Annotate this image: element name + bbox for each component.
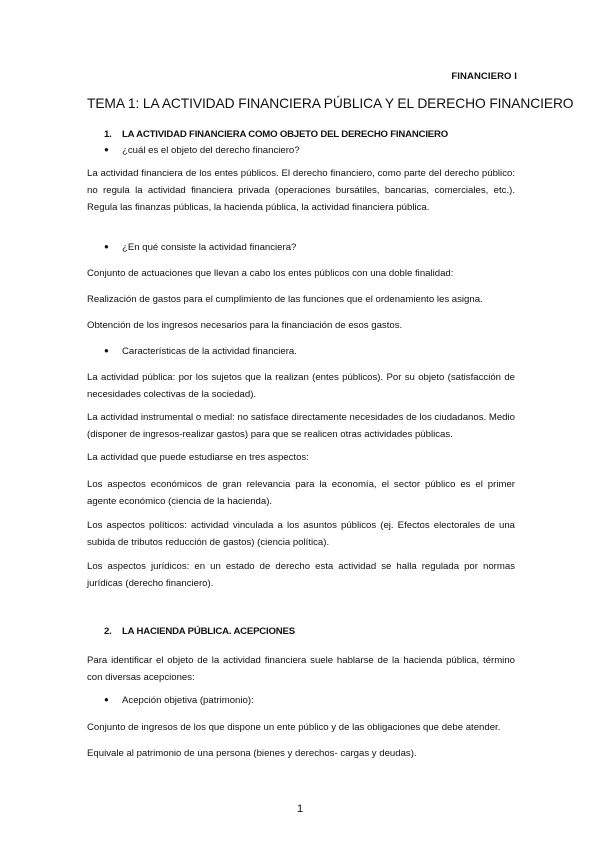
bullet-text: Características de la actividad financiera. xyxy=(122,346,297,357)
paragraph: La actividad pública: por los sujetos que la realizan (entes públicos). Por su objeto (satisfacción de necesidades colectivas de la sociedad). xyxy=(87,372,515,400)
paragraph: Realización de gastos para el cumplimiento de las funciones que el ordenamiento les asigna. xyxy=(87,294,483,305)
bullet-icon: ● xyxy=(104,346,109,355)
page-title: TEMA 1: LA ACTIVIDAD FINANCIERA PÚBLICA Y EL DERECHO FINANCIERO xyxy=(87,96,574,111)
paragraph: La actividad financiera de los entes públicos. El derecho financiero, como parte del derecho público: no regula la actividad financiera privada (operaciones bursátiles, bancarias, comerciales, etc.). Regula las finanzas públicas, la hacienda pública, la actividad financiera pública. xyxy=(87,168,515,213)
paragraph: Obtención de los ingresos necesarios para la financiación de esos gastos. xyxy=(87,320,403,331)
paragraph: Los aspectos jurídicos: en un estado de derecho esta actividad se halla regulada por normas jurídicas (derecho financiero). xyxy=(87,561,515,589)
bullet-item xyxy=(104,695,254,706)
bullet-item xyxy=(104,242,296,253)
paragraph: Conjunto de ingresos de los que dispone un ente público y de las obligaciones que debe atender. xyxy=(87,722,501,733)
paragraph: La actividad instrumental o medial: no satisface directamente necesidades de los ciudadanos. Medio (disponer de ingresos-realizar gastos) para que se realicen otras actividades públicas. xyxy=(87,412,515,440)
bullet-text: ¿cuál es el objeto del derecho financiero? xyxy=(122,145,300,156)
paragraph: Conjunto de actuaciones que llevan a cabo los entes públicos con una doble finalidad: xyxy=(87,268,454,279)
bullet-icon: ● xyxy=(104,695,109,704)
section-1-number: 1. xyxy=(104,129,112,140)
paragraph: Los aspectos políticos: actividad vinculada a los asuntos públicos (ej. Efectos electorales de una subida de tributos reducción de gastos) (ciencia política). xyxy=(87,520,515,548)
page-number: 1 xyxy=(296,803,304,815)
section-2-title: LA HACIENDA PÚBLICA. ACEPCIONES xyxy=(122,626,295,637)
bullet-item xyxy=(104,145,300,156)
course-header: FINANCIERO I xyxy=(451,71,517,82)
section-2-heading xyxy=(104,626,295,637)
paragraph: La actividad que puede estudiarse en tres aspectos: xyxy=(87,452,309,463)
bullet-text: Acepción objetiva (patrimonio): xyxy=(122,695,254,706)
paragraph: Para identificar el objeto de la actividad financiera suele hablarse de la hacienda pública, término con diversas acepciones: xyxy=(87,655,515,683)
paragraph: Equivale al patrimonio de una persona (bienes y derechos- cargas y deudas). xyxy=(87,748,417,759)
bullet-text: ¿En qué consiste la actividad financiera? xyxy=(122,242,297,253)
bullet-icon: ● xyxy=(104,242,109,251)
bullet-icon: ● xyxy=(104,145,109,154)
bullet-item xyxy=(104,346,297,357)
section-2-number: 2. xyxy=(104,626,112,637)
section-1-heading xyxy=(104,129,448,140)
paragraph: Los aspectos económicos de gran relevancia para la economía, el sector público es el primer agente económico (ciencia de la hacienda). xyxy=(87,479,515,507)
section-1-title: LA ACTIVIDAD FINANCIERA COMO OBJETO DEL DERECHO FINANCIERO xyxy=(122,129,448,140)
